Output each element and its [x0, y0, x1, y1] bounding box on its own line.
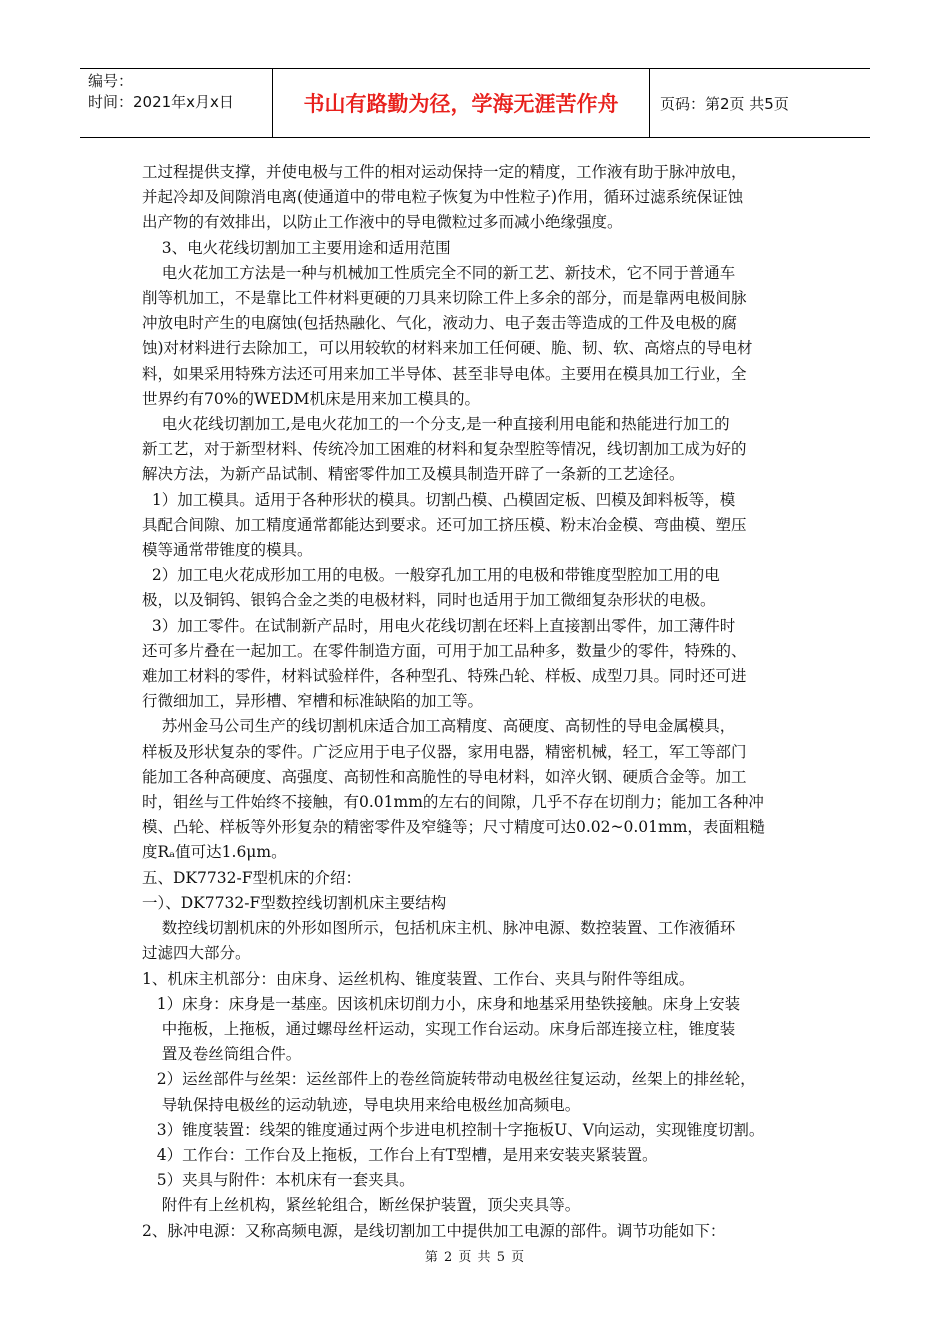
body-text-line: 3）锥度装置：线架的锥度通过两个步进电机控制十字拖板U、V向运动，实现锥度切割。	[142, 1120, 765, 1139]
body-text-line: 1）床身：床身是一基座。因该机床切削力小，床身和地基采用垫铁接触。床身上安装	[142, 994, 741, 1013]
body-text-line: 蚀)对材料进行去除加工，可以用较软的材料来加工任何硬、脆、韧、软、高熔点的导电材	[142, 339, 753, 358]
body-text-line: 世界约有70%的WEDM机床是用来加工模具的。	[142, 389, 480, 408]
body-text-line: 中拖板，上拖板，通过螺母丝杆运动，实现工作台运动。床身后部连接立柱，锥度装	[142, 1019, 736, 1038]
body-text-line: 5）夹具与附件：本机床有一套夹具。	[142, 1171, 415, 1190]
body-text-line: 料，如果采用特殊方法还可用来加工半导体、甚至非导电体。主要用在模具加工行业，全	[142, 364, 747, 383]
body-text-line: 还可多片叠在一起加工。在零件制造方面，可用于加工品种多，数量少的零件，特殊的、	[142, 641, 747, 660]
body-text-line: 极，以及铜钨、银钨合金之类的电极材料，同时也适用于加工微细复杂形状的电极。	[142, 591, 716, 610]
body-text-line: 并起冷却及间隙消电离(使通道中的带电粒子恢复为中性粒子)作用，循环过滤系统保证蚀	[142, 188, 744, 207]
body-text-line: 1、机床主机部分：由床身、运丝机构、锥度装置、工作台、夹具与附件等组成。	[142, 969, 695, 988]
body-text-line: 2）加工电火花成形加工用的电极。一般穿孔加工用的电极和带锥度型腔加工用的电	[142, 566, 720, 585]
body-text-line: 新工艺，对于新型材料、传统冷加工困难的材料和复杂型腔等情况，线切割加工成为好的	[142, 440, 747, 459]
body-text-line: 具配合间隙、加工精度通常都能达到要求。还可加工挤压模、粉末冶金模、弯曲模、塑压	[142, 515, 747, 534]
header-page-number: 页码：第2页 共5页	[660, 94, 789, 113]
body-text-line: 冲放电时产生的电腐蚀(包括热融化、气化，液动力、电子轰击等造成的工件及电极的腐	[142, 314, 738, 333]
body-text-line: 电火花线切割加工,是电火花加工的一个分支,是一种直接利用电能和热能进行加工的	[142, 415, 730, 434]
body-text-line: 样板及形状复杂的零件。广泛应用于电子仪器，家用电器，精密机械，轻工，军工等部门	[142, 742, 747, 761]
body-text-line: 能加工各种高硬度、高强度、高韧性和高脆性的导电材料，如淬火钢、硬质合金等。加工	[142, 767, 747, 786]
document-number-label: 编号：	[88, 72, 134, 90]
body-text-line: 数控线切割机床的外形如图所示，包括机床主机、脉冲电源、数控装置、工作液循环	[142, 919, 736, 938]
body-text-line: 时，钼丝与工件始终不接触，有0.01mm的左右的间隙，几乎不存在切削力；能加工各种冲	[142, 793, 764, 812]
header-motto: 书山有路勤为径，学海无涯苦作舟	[273, 69, 650, 137]
body-text-line: 苏州金马公司生产的线切割机床适合加工高精度、高硬度、高韧性的导电金属模具，	[142, 717, 736, 736]
body-text-line: 解决方法，为新产品试制、精密零件加工及模具制造开辟了一条新的工艺途径。	[142, 465, 685, 484]
body-text-line: 1）加工模具。适用于各种形状的模具。切割凸模、凸模固定板、凹模及卸料板等，模	[142, 490, 736, 509]
body-text-line: 五、DK7732-F型机床的介绍：	[142, 868, 361, 887]
body-text-line: 工过程提供支撑，并使电极与工件的相对运动保持一定的精度，工作液有助于脉冲放电，	[142, 163, 747, 181]
body-text-line: 出产物的有效排出，以防止工作液中的导电微粒过多而减小绝缘强度。	[142, 213, 623, 232]
document-body	[142, 160, 814, 1244]
body-text-line: 行微细加工，异形槽、窄槽和标准缺陷的加工等。	[142, 692, 484, 711]
body-text-line: 模等通常带锥度的模具。	[142, 541, 313, 560]
body-text-line: 置及卷丝筒组合件。	[142, 1045, 302, 1064]
body-text-line: 3、电火花线切割加工主要用途和适用范围	[142, 238, 451, 257]
body-text-line: 模、凸轮、样板等外形复杂的精密零件及窄缝等；尺寸精度可达0.02~0.01mm，表面粗糙	[142, 818, 765, 837]
page-footer: 第 2 页 共 5 页	[424, 1250, 526, 1265]
body-text-line: 一）、DK7732-F型数控线切割机床主要结构	[142, 893, 447, 912]
body-text-line: 3）加工零件。在试制新产品时，用电火花线切割在坯料上直接割出零件，加工薄件时	[142, 616, 736, 635]
body-text-line: 4）工作台：工作台及上拖板，工作台上有T型槽，是用来安装夹紧装置。	[142, 1145, 658, 1164]
body-text-line: 难加工材料的零件，材料试验样件，各种型孔、特殊凸轮、样板、成型刀具。同时还可进	[142, 667, 747, 686]
body-text-line: 导轨保持电极丝的运动轨迹，导电块用来给电极丝加高频电。	[142, 1095, 581, 1114]
body-text-line: 2）运丝部件与丝架：运丝部件上的卷丝筒旋转带动电极丝往复运动，丝架上的排丝轮，	[142, 1070, 756, 1089]
body-text-line: 附件有上丝机构，紧丝轮组合，断丝保护装置，顶尖夹具等。	[142, 1196, 581, 1215]
body-text-line: 削等机加工，不是靠比工件材料更硬的刀具来切除工件上多余的部分，而是靠两电极间脉	[142, 289, 747, 308]
body-text-line: 度Rₐ值可达1.6μm。	[142, 843, 287, 862]
body-text-line: 电火花加工方法是一种与机械加工性质完全不同的新工艺、新技术，它不同于普通车	[142, 263, 736, 282]
header-meta	[80, 69, 273, 137]
body-text-line: 2、脉冲电源：又称高频电源，是线切割加工中提供加工电源的部件。调节功能如下：	[142, 1221, 726, 1240]
document-date-label: 时间：2021年x月x日	[88, 93, 234, 111]
page-header	[80, 68, 870, 138]
body-text-line: 过滤四大部分。	[142, 944, 251, 963]
